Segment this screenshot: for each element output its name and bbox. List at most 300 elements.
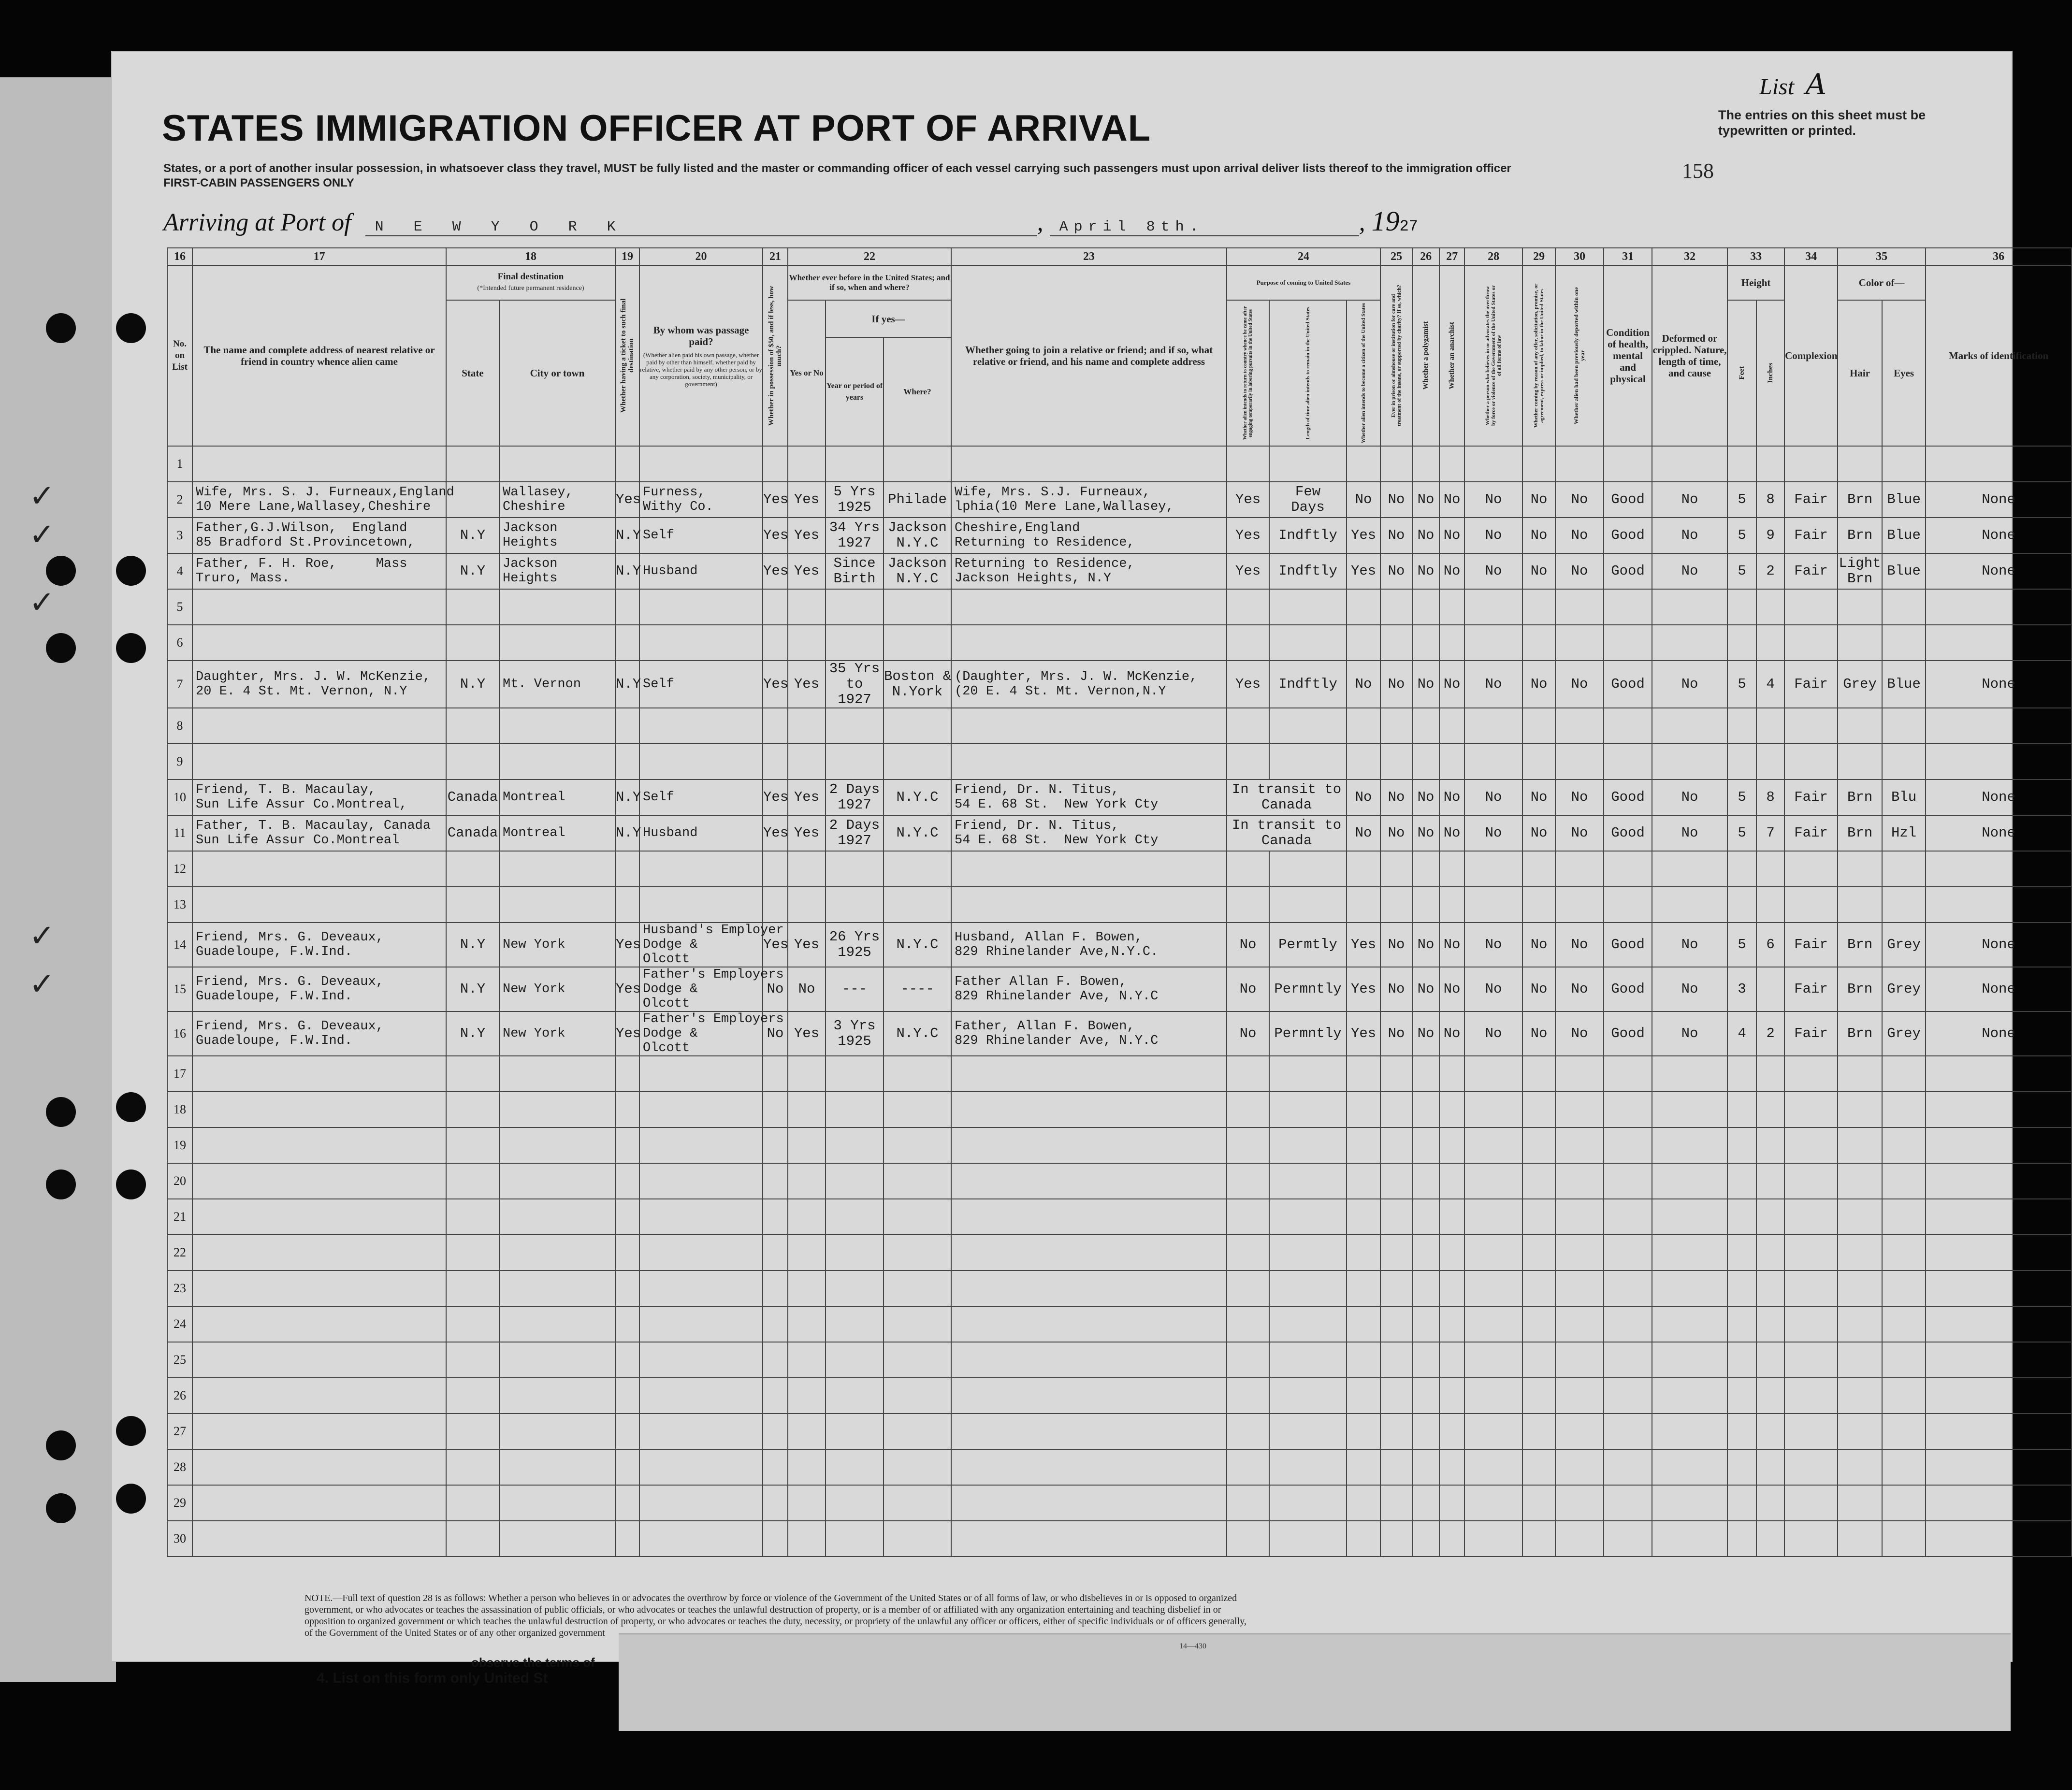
cell-destination-state (446, 1235, 499, 1270)
cell-height-inches: 8 (1756, 482, 1784, 518)
cell-possession-50: Yes (763, 482, 788, 518)
cell-polygamist (1412, 1342, 1439, 1378)
cell-height-inches (1756, 1270, 1784, 1306)
cell-offer (1522, 1199, 1555, 1235)
cell-marks (1926, 1056, 2072, 1092)
cell-deformed (1652, 1163, 1727, 1199)
cell-deformed: No (1652, 780, 1727, 815)
cell-polygamist: No (1412, 518, 1439, 553)
cell-where (884, 744, 951, 780)
cell-intends-citizen (1347, 446, 1380, 482)
cell-destination-city (499, 1163, 615, 1199)
cell-relative-address: Friend, T. B. Macaulay, Sun Life Assur Co.Montreal, (192, 780, 446, 815)
header-overthrow-text: Whether a person who believes in or advocates the overthrow by force or violence of the Government of the United States or of all forms of law (1485, 285, 1503, 426)
cell-eyes (1882, 1235, 1926, 1270)
cell-before-in-us: Yes (788, 923, 826, 967)
cell-health (1604, 1163, 1652, 1199)
cell-prison (1380, 1521, 1412, 1557)
cell-hair (1838, 744, 1882, 780)
cell-height-inches: 2 (1756, 1011, 1784, 1056)
cell-offer: No (1522, 661, 1555, 708)
cell-marks: None (1926, 815, 2072, 851)
cell-purpose-return (1227, 1342, 1269, 1378)
cell-anarchist: No (1439, 967, 1464, 1011)
cell-anarchist (1439, 1414, 1464, 1449)
cell-prison: No (1380, 553, 1412, 589)
cell-passage-paid-by (639, 744, 763, 780)
header-inches-text: Inches (1767, 363, 1775, 383)
cell-health (1604, 1235, 1652, 1270)
cell-health (1604, 1199, 1652, 1235)
cell-joining-relative (951, 1092, 1227, 1127)
cell-destination-state (446, 1378, 499, 1414)
cell-eyes (1882, 1521, 1926, 1557)
header-possession-text: Whether in possession of $50, and if less, how much? (768, 286, 783, 426)
cell-destination-state (446, 1163, 499, 1199)
cell-height-inches (1756, 851, 1784, 887)
cell-health (1604, 708, 1652, 744)
cell-overthrow (1464, 1449, 1522, 1485)
cell-destination-state: Canada (446, 780, 499, 815)
cell-length-of-stay: Few Days (1269, 482, 1347, 518)
cell-overthrow (1464, 589, 1522, 625)
cell-complexion (1784, 887, 1838, 923)
subtitle-line-2: FIRST-CABIN PASSENGERS ONLY (163, 176, 354, 189)
cell-purpose-return (1227, 446, 1269, 482)
cell-where: N.Y.C (884, 780, 951, 815)
cell-hair: Grey (1838, 661, 1882, 708)
cell-ticket (615, 1092, 639, 1127)
cell-ticket (615, 1163, 639, 1199)
cell-eyes (1882, 1056, 1926, 1092)
cell-height-inches (1756, 1342, 1784, 1378)
cell-polygamist (1412, 1199, 1439, 1235)
cell-hair (1838, 1163, 1882, 1199)
cell-where (884, 1199, 951, 1235)
cell-passage-paid-by: Father's Employers Dodge & Olcott (639, 967, 763, 1011)
header-state: State (446, 300, 499, 446)
cell-marks (1926, 1235, 2072, 1270)
cell-anarchist (1439, 446, 1464, 482)
check-mark: ✓ (29, 967, 55, 1002)
cell-passage-paid-by (639, 1127, 763, 1163)
cell-destination-state (446, 887, 499, 923)
cell-deformed (1652, 1378, 1727, 1414)
cell-deformed (1652, 708, 1727, 744)
cell-possession-50: No (763, 967, 788, 1011)
cell-row-number: 7 (167, 661, 192, 708)
cell-row-number: 24 (167, 1306, 192, 1342)
cell-ticket: Yes (615, 967, 639, 1011)
cell-year-period (826, 1378, 884, 1414)
cell-overthrow: No (1464, 553, 1522, 589)
cell-intends-citizen (1347, 1521, 1380, 1557)
cell-ticket (615, 446, 639, 482)
cell-row-number: 25 (167, 1342, 192, 1378)
cell-health (1604, 1270, 1652, 1306)
cell-joining-relative (951, 1163, 1227, 1199)
header-purpose-a-text: Whether alien intends to return to country whence he came after engaging temporarily in laboring pursuits in the United States (1243, 306, 1254, 440)
cell-height-feet: 5 (1727, 780, 1756, 815)
cell-prison: No (1380, 923, 1412, 967)
cell-health (1604, 744, 1652, 780)
table-row (167, 1521, 2072, 1557)
cell-destination-state: N.Y (446, 923, 499, 967)
cell-year-period (826, 1342, 884, 1378)
cell-passage-paid-by (639, 446, 763, 482)
header-joining: Whether going to join a relative or friend; and if so, what relative or friend, and his name and complete address (951, 265, 1227, 446)
cell-possession-50 (763, 1163, 788, 1199)
table-row (167, 1127, 2072, 1163)
cell-offer (1522, 1342, 1555, 1378)
table-row (167, 708, 2072, 744)
cell-marks (1926, 1306, 2072, 1342)
cell-overthrow (1464, 1235, 1522, 1270)
cell-intends-citizen (1347, 1306, 1380, 1342)
cell-anarchist (1439, 887, 1464, 923)
cell-year-period (826, 589, 884, 625)
cell-ticket (615, 1235, 639, 1270)
cell-polygamist (1412, 589, 1439, 625)
cell-prison (1380, 1127, 1412, 1163)
cell-year-period (826, 1270, 884, 1306)
cell-ticket: N.Y (615, 661, 639, 708)
cell-before-in-us (788, 625, 826, 661)
cell-overthrow: No (1464, 923, 1522, 967)
cell-complexion (1784, 1092, 1838, 1127)
cell-possession-50 (763, 851, 788, 887)
cell-deported (1555, 1199, 1604, 1235)
table-row (167, 1270, 2072, 1306)
cell-year-period (826, 851, 884, 887)
cell-anarchist: No (1439, 1011, 1464, 1056)
cell-purpose-return: In transit to Canada (1227, 815, 1347, 851)
cell-year-period: 26 Yrs 1925 (826, 923, 884, 967)
cell-polygamist: No (1412, 923, 1439, 967)
cell-offer (1522, 744, 1555, 780)
cell-purpose-return: Yes (1227, 661, 1269, 708)
header-marks: Marks of identification (1926, 265, 2072, 446)
cell-deported (1555, 1306, 1604, 1342)
cell-passage-paid-by (639, 887, 763, 923)
cell-intends-citizen: Yes (1347, 518, 1380, 553)
cell-deported (1555, 1521, 1604, 1557)
cell-row-number: 8 (167, 708, 192, 744)
cell-passage-paid-by (639, 1163, 763, 1199)
cell-height-inches (1756, 1163, 1784, 1199)
cell-complexion (1784, 1235, 1838, 1270)
header-overthrow (1464, 265, 1522, 446)
cell-overthrow (1464, 1306, 1522, 1342)
cell-deported (1555, 708, 1604, 744)
header-color-of: Color of— (1838, 265, 1926, 300)
table-row (167, 1092, 2072, 1127)
cell-length-of-stay (1269, 851, 1347, 887)
punch-hole (116, 1169, 146, 1199)
cell-purpose-return (1227, 1485, 1269, 1521)
cell-destination-city: Jackson Heights (499, 518, 615, 553)
cell-relative-address: Friend, Mrs. G. Deveaux, Guadeloupe, F.W.Ind. (192, 1011, 446, 1056)
cell-year-period (826, 1092, 884, 1127)
cell-year-period (826, 708, 884, 744)
cell-anarchist (1439, 1449, 1464, 1485)
cell-prison (1380, 1092, 1412, 1127)
subtitle-line-1: States, or a port of another insular possession, in whatsoever class they travel, MUST be fully listed and the master or commanding officer of each vessel carrying such passengers must upon arrival deliver lists thereof to the immigration officer (163, 162, 1511, 175)
page-subtitle (163, 161, 1637, 190)
cell-hair (1838, 589, 1882, 625)
cell-purpose-return (1227, 1199, 1269, 1235)
cell-before-in-us: Yes (788, 482, 826, 518)
cell-marks (1926, 744, 2072, 780)
cell-destination-city (499, 1485, 615, 1521)
cell-height-inches (1756, 1056, 1784, 1092)
form-number: 14—430 (1179, 1642, 1206, 1650)
cell-height-inches (1756, 1449, 1784, 1485)
cell-before-in-us (788, 1199, 826, 1235)
cell-polygamist (1412, 1092, 1439, 1127)
cell-deformed (1652, 887, 1727, 923)
cell-height-feet (1727, 1342, 1756, 1378)
punch-hole (116, 556, 146, 586)
cell-deformed: No (1652, 553, 1727, 589)
cell-health (1604, 851, 1652, 887)
cell-height-inches (1756, 744, 1784, 780)
cell-complexion: Fair (1784, 1011, 1838, 1056)
cell-prison: No (1380, 780, 1412, 815)
cell-purpose-return: No (1227, 967, 1269, 1011)
cell-possession-50 (763, 446, 788, 482)
cell-anarchist (1439, 1270, 1464, 1306)
cell-anarchist: No (1439, 518, 1464, 553)
cell-anarchist (1439, 1306, 1464, 1342)
cell-destination-state (446, 1342, 499, 1378)
cell-health (1604, 446, 1652, 482)
cell-destination-city (499, 1127, 615, 1163)
cell-before-in-us (788, 1342, 826, 1378)
cell-possession-50 (763, 1056, 788, 1092)
cell-possession-50 (763, 744, 788, 780)
cell-purpose-return (1227, 589, 1269, 625)
header-offer (1522, 265, 1555, 446)
cell-polygamist (1412, 1235, 1439, 1270)
cell-passage-paid-by (639, 1235, 763, 1270)
cell-complexion (1784, 1127, 1838, 1163)
header-deformed: Deformed or crippled. Nature, length of time, and cause (1652, 265, 1727, 446)
cell-row-number: 15 (167, 967, 192, 1011)
cell-ticket (615, 1449, 639, 1485)
cell-height-feet (1727, 446, 1756, 482)
cell-complexion: Fair (1784, 967, 1838, 1011)
col-number: 22 (788, 248, 951, 265)
cell-prison (1380, 1056, 1412, 1092)
cell-passage-paid-by (639, 589, 763, 625)
cell-where: Jackson N.Y.C (884, 553, 951, 589)
cell-deformed (1652, 1521, 1727, 1557)
cell-marks (1926, 1521, 2072, 1557)
cell-before-in-us (788, 851, 826, 887)
cell-deported (1555, 1163, 1604, 1199)
cell-hair (1838, 1414, 1882, 1449)
cell-year-period: --- (826, 967, 884, 1011)
cell-where: N.Y.C (884, 923, 951, 967)
cell-row-number: 11 (167, 815, 192, 851)
cell-joining-relative (951, 744, 1227, 780)
cell-height-feet (1727, 1270, 1756, 1306)
cell-relative-address (192, 1306, 446, 1342)
cell-passage-paid-by (639, 1306, 763, 1342)
header-purpose-a (1227, 300, 1269, 446)
cell-prison (1380, 1163, 1412, 1199)
cell-deported: No (1555, 815, 1604, 851)
cell-marks (1926, 625, 2072, 661)
cell-intends-citizen (1347, 1270, 1380, 1306)
cell-joining-relative (951, 1485, 1227, 1521)
header-ticket-text: Whether having a ticket to such final destination (620, 298, 635, 413)
cell-health (1604, 1414, 1652, 1449)
table-row (167, 815, 2072, 851)
table-row (167, 1011, 2072, 1056)
cell-before-in-us (788, 744, 826, 780)
col-number: 20 (639, 248, 763, 265)
cell-ticket (615, 887, 639, 923)
cell-overthrow (1464, 887, 1522, 923)
cell-overthrow (1464, 625, 1522, 661)
cell-deported (1555, 1235, 1604, 1270)
cell-height-feet (1727, 1127, 1756, 1163)
cell-relative-address (192, 744, 446, 780)
cell-anarchist (1439, 1521, 1464, 1557)
cell-where (884, 1485, 951, 1521)
cell-destination-city (499, 1270, 615, 1306)
cell-deformed (1652, 1414, 1727, 1449)
cell-deported: No (1555, 518, 1604, 553)
cell-ticket (615, 1270, 639, 1306)
cell-prison: No (1380, 482, 1412, 518)
port-field: N E W Y O R K (365, 219, 1037, 236)
cell-year-period: 5 Yrs 1925 (826, 482, 884, 518)
cell-anarchist (1439, 1342, 1464, 1378)
cell-deformed (1652, 1092, 1727, 1127)
cell-intends-citizen (1347, 1199, 1380, 1235)
cell-row-number: 19 (167, 1127, 192, 1163)
cell-deformed (1652, 1342, 1727, 1378)
punch-hole (116, 313, 146, 343)
cell-intends-citizen: No (1347, 661, 1380, 708)
table-row (167, 1056, 2072, 1092)
cell-eyes (1882, 1163, 1926, 1199)
cell-purpose-return (1227, 1092, 1269, 1127)
cell-row-number: 22 (167, 1235, 192, 1270)
cell-health: Good (1604, 1011, 1652, 1056)
list-value: A (1806, 68, 1827, 101)
cell-where: N.Y.C (884, 815, 951, 851)
cell-complexion (1784, 1163, 1838, 1199)
cell-relative-address (192, 1235, 446, 1270)
cell-possession-50 (763, 1127, 788, 1163)
cell-where (884, 708, 951, 744)
cell-overthrow (1464, 1270, 1522, 1306)
col-number: 19 (615, 248, 639, 265)
cell-anarchist (1439, 1127, 1464, 1163)
table-row (167, 589, 2072, 625)
table-row (167, 1449, 2072, 1485)
col-number: 17 (192, 248, 446, 265)
cell-length-of-stay (1269, 589, 1347, 625)
cell-marks (1926, 851, 2072, 887)
cell-deported (1555, 1378, 1604, 1414)
cell-intends-citizen (1347, 1342, 1380, 1378)
cell-complexion: Fair (1784, 815, 1838, 851)
cell-eyes (1882, 1378, 1926, 1414)
cell-complexion (1784, 1414, 1838, 1449)
cell-polygamist (1412, 1056, 1439, 1092)
cell-length-of-stay (1269, 887, 1347, 923)
cell-where (884, 1521, 951, 1557)
cell-deported: No (1555, 780, 1604, 815)
cell-purpose-return (1227, 1378, 1269, 1414)
cell-deported (1555, 744, 1604, 780)
table-row (167, 923, 2072, 967)
col-number: 33 (1727, 248, 1784, 265)
cell-health (1604, 1485, 1652, 1521)
cell-eyes (1882, 1449, 1926, 1485)
col-number: 26 (1412, 248, 1439, 265)
cell-destination-state (446, 1414, 499, 1449)
cell-relative-address (192, 1163, 446, 1199)
cell-where (884, 446, 951, 482)
cell-height-feet (1727, 1485, 1756, 1521)
cell-anarchist: No (1439, 923, 1464, 967)
cell-possession-50: Yes (763, 780, 788, 815)
cell-marks (1926, 1199, 2072, 1235)
cell-length-of-stay (1269, 1449, 1347, 1485)
cell-length-of-stay: Indftly (1269, 661, 1347, 708)
cell-health (1604, 1127, 1652, 1163)
cell-intends-citizen: No (1347, 780, 1380, 815)
cell-deported (1555, 887, 1604, 923)
cell-length-of-stay: Permntly (1269, 967, 1347, 1011)
header-feet-text: Feet (1738, 366, 1746, 380)
cell-hair: Brn (1838, 967, 1882, 1011)
cell-before-in-us (788, 1449, 826, 1485)
col-number: 29 (1522, 248, 1555, 265)
cell-before-in-us (788, 887, 826, 923)
cell-joining-relative: Friend, Dr. N. Titus, 54 E. 68 St. New York Cty (951, 815, 1227, 851)
cell-anarchist (1439, 851, 1464, 887)
cell-height-inches: 6 (1756, 923, 1784, 967)
cell-where (884, 1056, 951, 1092)
cell-deported (1555, 1449, 1604, 1485)
cell-relative-address (192, 1449, 446, 1485)
cell-anarchist (1439, 1378, 1464, 1414)
cell-height-feet (1727, 744, 1756, 780)
cell-overthrow: No (1464, 661, 1522, 708)
cell-where (884, 1270, 951, 1306)
cell-complexion (1784, 1342, 1838, 1378)
cell-offer: No (1522, 923, 1555, 967)
header-yes-or-no: Yes or No (788, 300, 826, 446)
cell-height-feet (1727, 1306, 1756, 1342)
header-year-period: Year or period of years (826, 337, 884, 446)
cell-anarchist (1439, 589, 1464, 625)
date-field: April 8th. (1050, 219, 1359, 236)
table-row (167, 625, 2072, 661)
cell-before-in-us (788, 708, 826, 744)
cell-before-in-us: Yes (788, 518, 826, 553)
cell-polygamist: No (1412, 553, 1439, 589)
cell-height-inches: 8 (1756, 780, 1784, 815)
cell-before-in-us (788, 1414, 826, 1449)
